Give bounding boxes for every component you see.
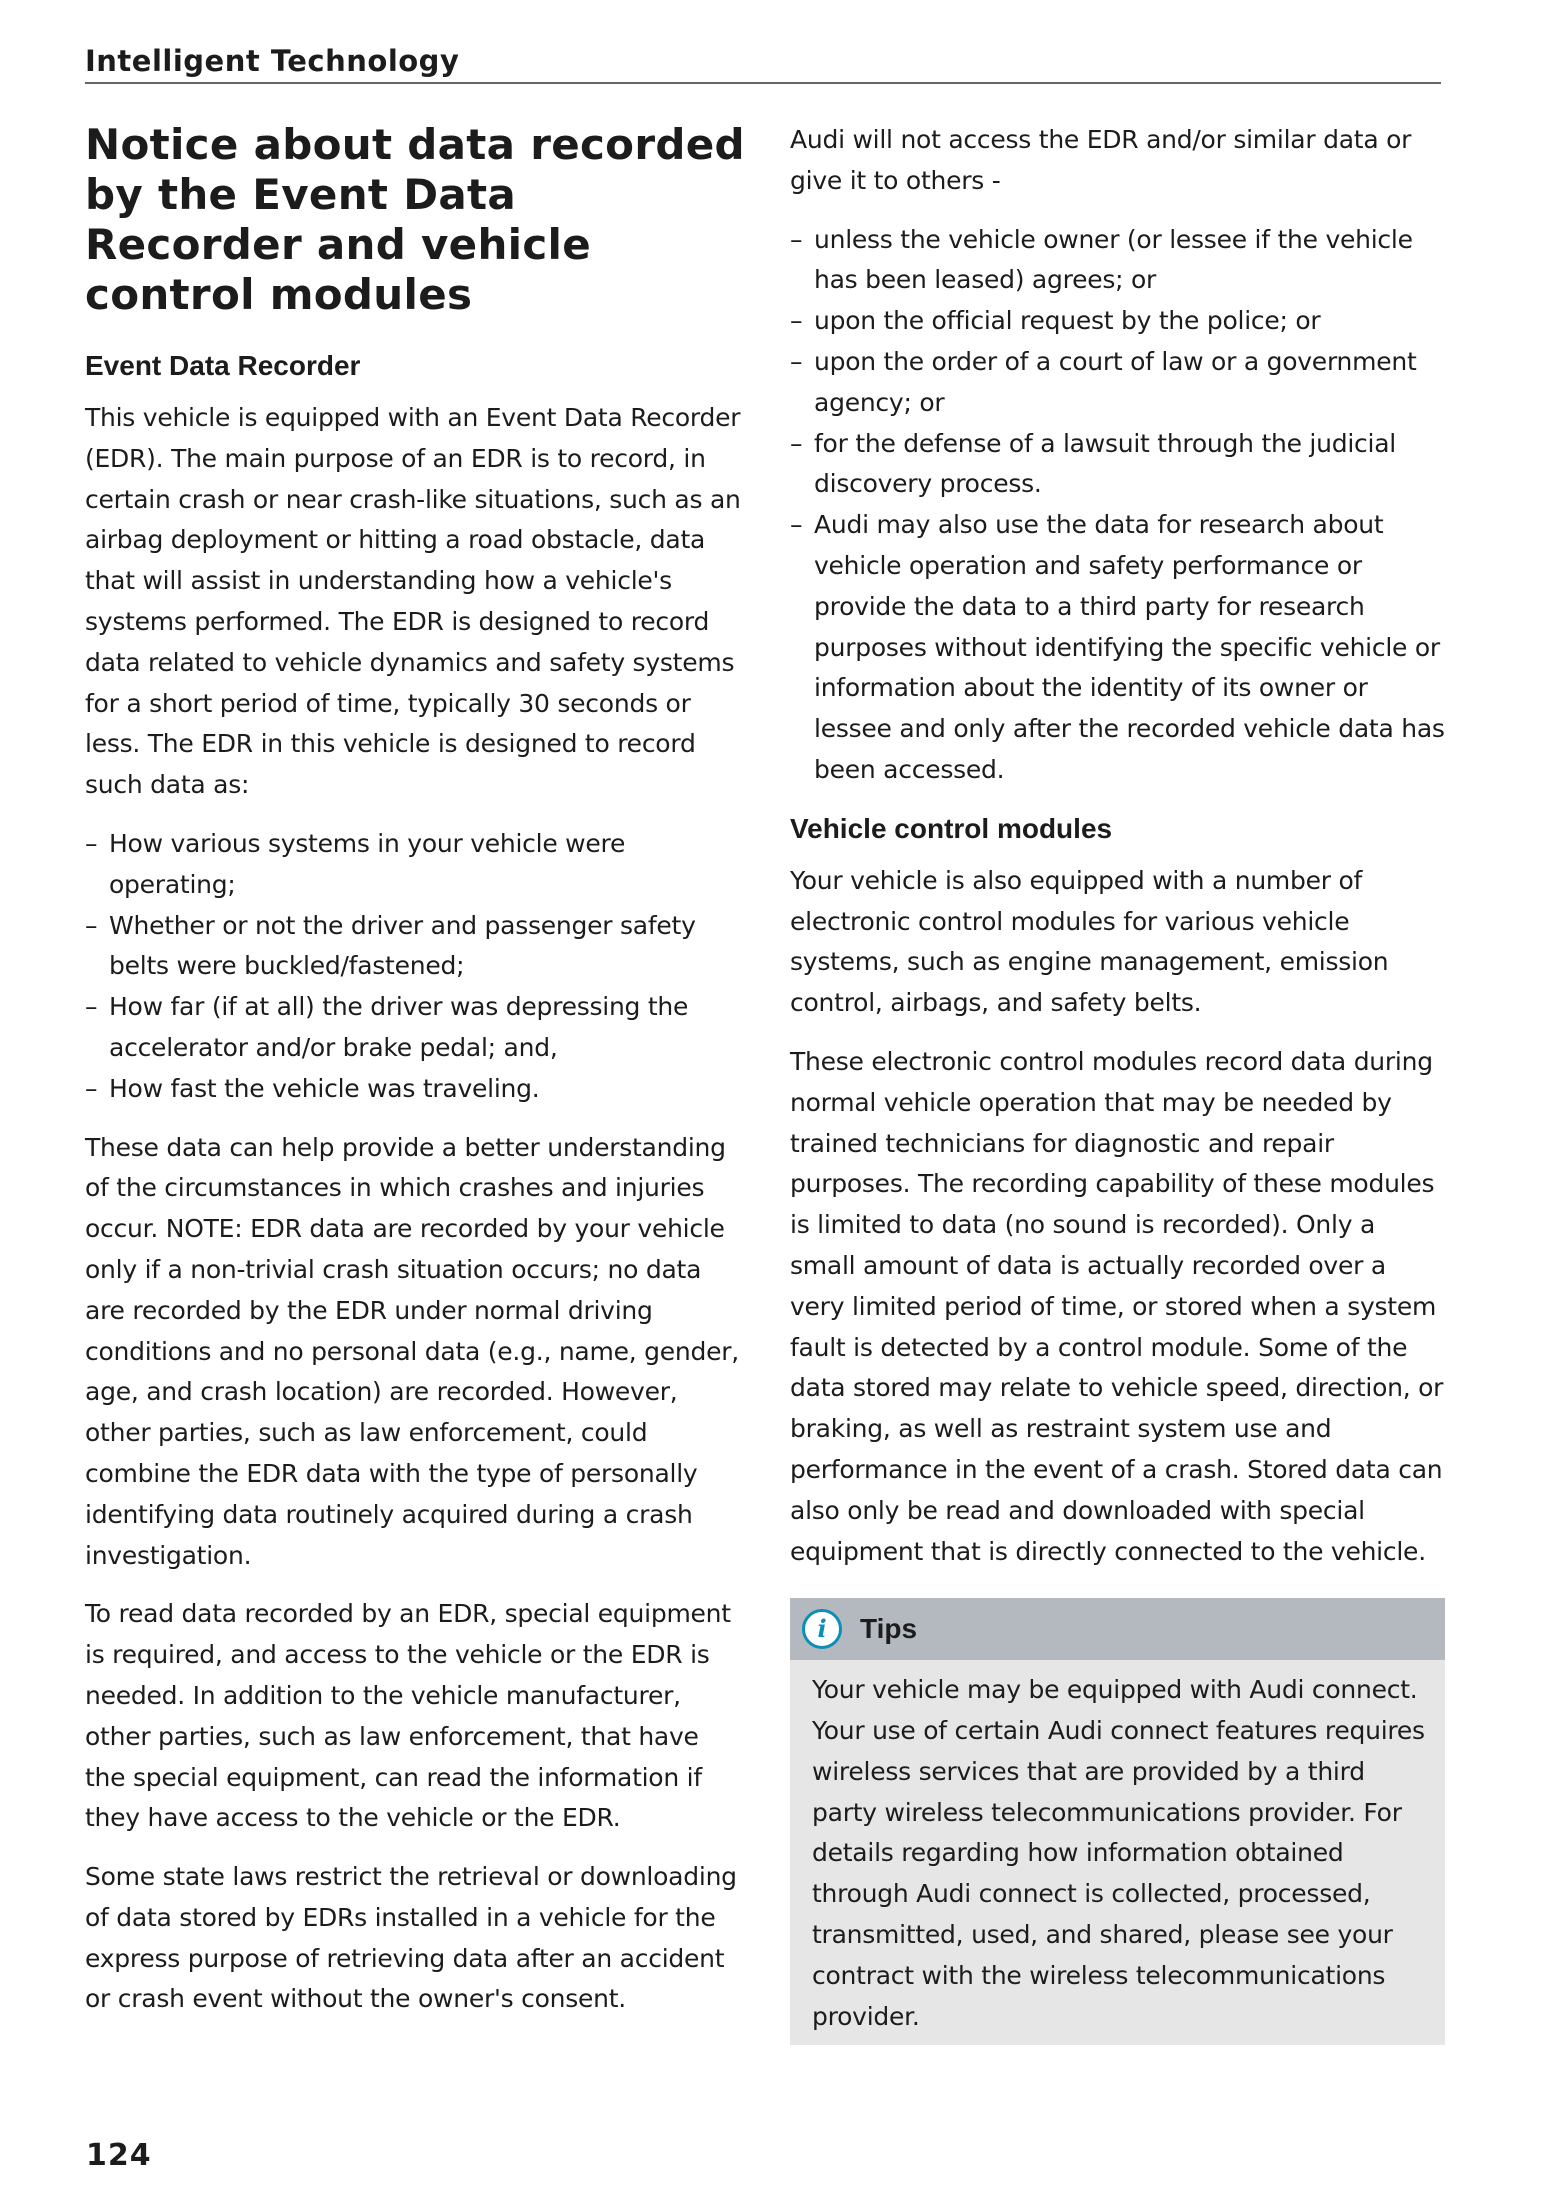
section-title: Intelligent Technology [85, 44, 460, 78]
list-item: – unless the vehicle owner (or lessee if the vehicle has been leased) agrees; or [790, 220, 1445, 302]
edr-purpose-paragraph: These data can help provide a better understanding of the circumstances in which crashes and injuries occur. NOTE: EDR data are recorded by your vehicle only if a non-trivial crash situation occurs; no data are recorded by the EDR under normal driving conditions and no personal data (e.g., name, gender, age, and crash location) are recorded. However, other parties, such as law enforcement, could combine the EDR data with the type of personally identifying data routinely acquired during a crash investigation. [85, 1132, 739, 1570]
right-column [790, 120, 1445, 2045]
list-item: – How far (if at all) the driver was depressing the accelerator and/or brake pedal; and, [85, 987, 745, 1069]
running-header [85, 42, 1441, 84]
list-item: – upon the order of a court of law or a government agency; or [790, 342, 1445, 424]
edr-intro-paragraph: This vehicle is equipped with an Event Data Recorder (EDR). The main purpose of an EDR is to record, in certain crash or near crash-like situations, such as an airbag deployment or hitting a road obstacle, data that will assist in understanding how a vehicle's systems performed. The EDR is designed to record data related to vehicle dynamics and safety systems for a short period of time, typically 30 seconds or less. The EDR in this vehicle is designed to record such data as: [85, 403, 741, 800]
tips-header [790, 1598, 1445, 1660]
edr-data-list [85, 824, 745, 1110]
vehicle-control-modules-heading: Vehicle control modules [790, 812, 1113, 844]
list-item: – for the defense of a lawsuit through the judicial discovery process. [790, 424, 1445, 506]
tips-text: Your vehicle may be equipped with Audi connect. Your use of certain Audi connect features requires wireless services that are provided by a third party wireless telecommunications provider. For details regarding how information obtained through Audi connect is collected, processed, transmitted, used, and shared, please see your contract with the wireless telecommunications provider. [812, 1675, 1425, 2031]
state-laws-paragraph: Some state laws restrict the retrieval or downloading of data stored by EDRs installed in a vehicle for the express purpose of retrieving data after an accident or crash event without the owner's consent. [85, 1862, 737, 2014]
vcm-intro-paragraph: Your vehicle is also equipped with a number of electronic control modules for various vehicle systems, such as engine management, emission control, airbags, and safety belts. [790, 865, 1389, 1018]
list-item: – upon the official request by the police; or [790, 301, 1445, 342]
edr-access-paragraph: To read data recorded by an EDR, special equipment is required, and access to the vehicle or the EDR is needed. In addition to the vehicle manufacturer, other parties, such as law enforcement, that have the special equipment, can read the information if they have access to the vehicle or the EDR. [85, 1599, 731, 1833]
left-column [85, 120, 745, 2038]
vcm-recording-paragraph: These electronic control modules record data during normal vehicle operation that may be needed by trained technicians for diagnostic and repair purposes. The recording capability of these modules is limited to data (no sound is recorded). Only a small amount of data is actually recorded over a very limited period of time, or stored when a system fault is detected by a control module. Some of the data stored may relate to vehicle speed, direction, or braking, as well as restraint system use and performance in the event of a crash. Stored data can also only be read and downloaded with special equipment that is directly connected to the vehicle. [790, 1046, 1444, 1566]
list-item: – Whether or not the driver and passenger safety belts were buckled/fastened; [85, 906, 745, 988]
audi-access-intro: Audi will not access the EDR and/or similar data or give it to others - [790, 125, 1412, 195]
page-number: 124 [86, 2138, 152, 2173]
page-title: Notice about data recorded by the Event Data Recorder and vehicle control modules [85, 120, 745, 319]
tips-title: Tips [860, 1613, 918, 1645]
access-conditions-list [790, 220, 1445, 791]
tips-box [790, 1598, 1445, 2045]
list-item: – How various systems in your vehicle were operating; [85, 824, 745, 906]
info-icon: i [802, 1609, 842, 1649]
list-item: – Audi may also use the data for research about vehicle operation and safety performance or provide the data to a third party for research purposes without identifying the specific vehicle or information about the identity of its owner or lessee and only after the recorded vehicle data has been accessed. [790, 505, 1445, 791]
tips-body [790, 1660, 1445, 2045]
list-item: – How fast the vehicle was traveling. [85, 1069, 745, 1110]
edr-heading: Event Data Recorder [85, 350, 361, 381]
